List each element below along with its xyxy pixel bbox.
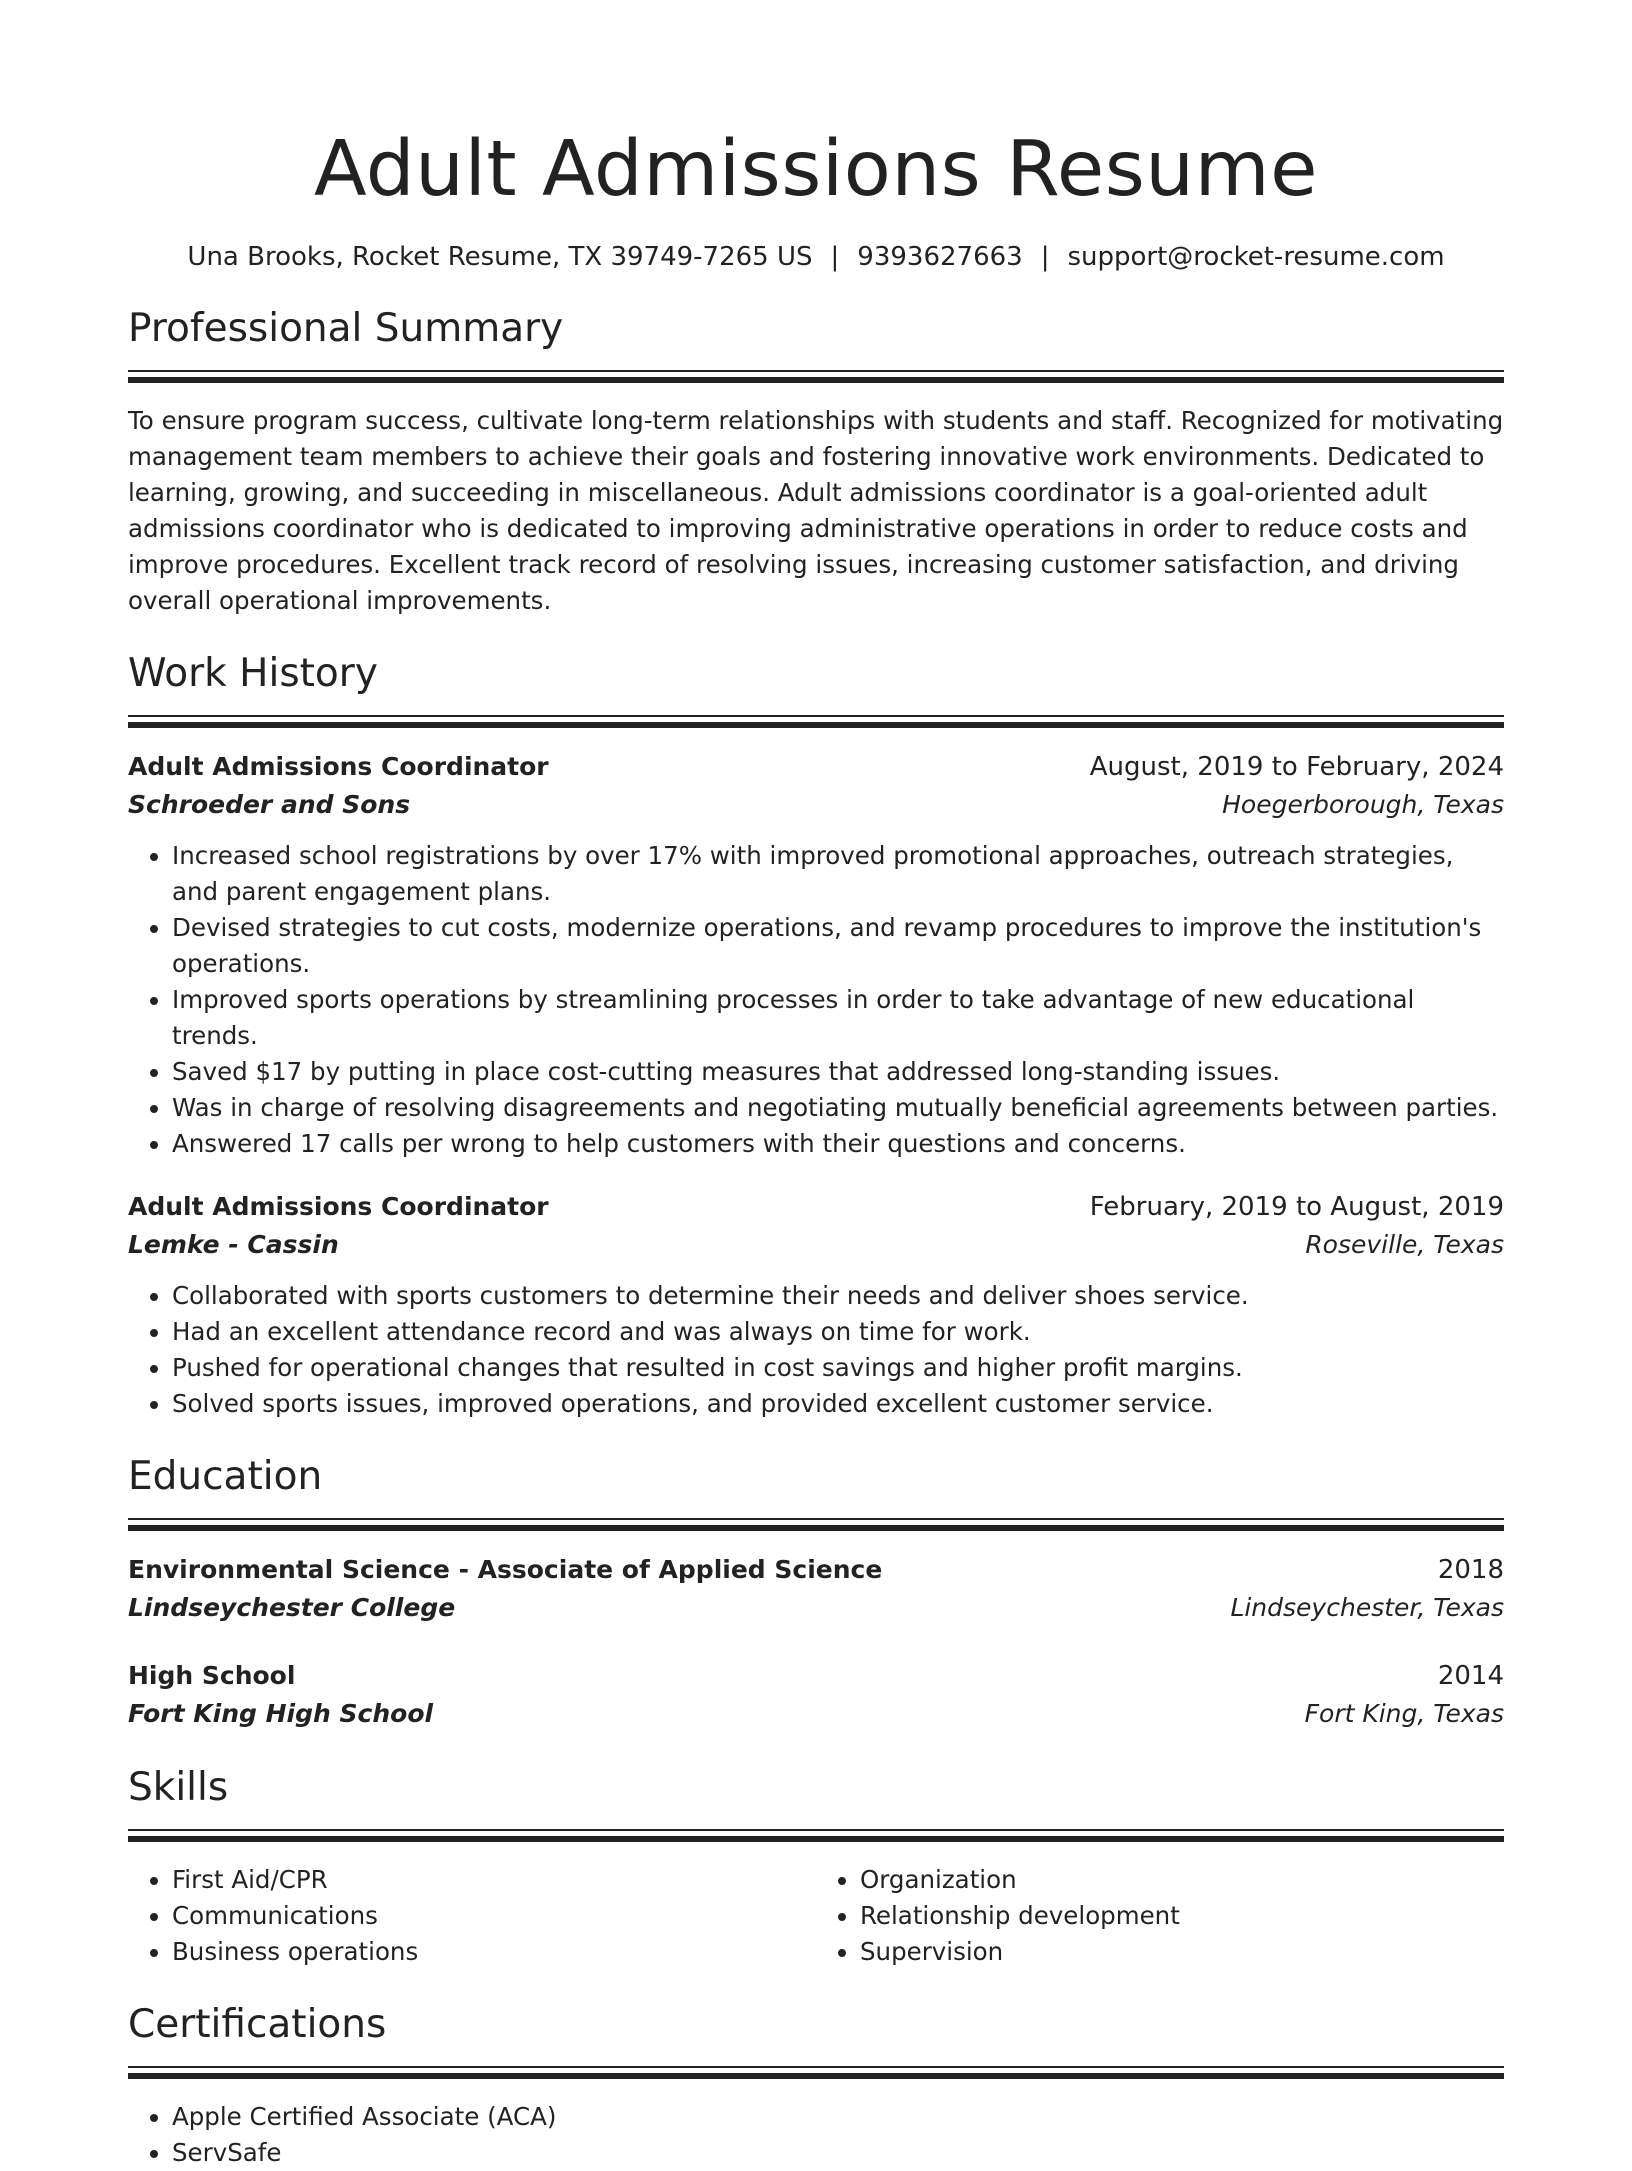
education-section bbox=[128, 1452, 1504, 1733]
job-bullet: • Answered 17 calls per wrong to help customers with their questions and concerns. bbox=[172, 1126, 1504, 1162]
skills-grid bbox=[128, 1862, 1504, 1970]
job-company: Lemke - Cassin bbox=[128, 1230, 339, 1259]
summary-text: To ensure program success, cultivate long-term relationships with students and staff. Recognized for motivating management team members to achieve their goals and fostering innovative work environments. Dedicated to learning, growing, and succeeding in miscellaneous. Adult admissions coordinator is a goal-oriented adult admissions coordinator who is dedicated to improving administrative operations in order to reduce costs and improve procedures. Excellent track record of resolving issues, increasing customer satisfaction, and driving overall operational improvements. bbox=[128, 406, 1504, 615]
section-divider bbox=[128, 1518, 1504, 1531]
job-bullet: • Was in charge of resolving disagreements and negotiating mutually beneficial agreements between parties. bbox=[172, 1090, 1504, 1126]
education-subheader bbox=[128, 1589, 1504, 1627]
job-header bbox=[128, 748, 1504, 786]
skills-list-left bbox=[128, 1862, 816, 1970]
contact-separator: | bbox=[1040, 242, 1050, 272]
job-dates: February, 2019 to August, 2019 bbox=[1089, 1192, 1504, 1222]
section-heading: Certifications bbox=[128, 2002, 387, 2047]
education-header bbox=[128, 1657, 1504, 1695]
job-header bbox=[128, 1188, 1504, 1226]
education-year: 2018 bbox=[1437, 1555, 1504, 1585]
certifications-section bbox=[128, 2000, 1504, 2171]
section-heading: Professional Summary bbox=[128, 306, 564, 351]
contact-separator: | bbox=[830, 242, 840, 272]
education-degree: High School bbox=[128, 1661, 296, 1690]
section-divider bbox=[128, 2066, 1504, 2079]
education-header bbox=[128, 1551, 1504, 1589]
job-bullet: • Increased school registrations by over 17% with improved promotional approaches, outreach strategies, and parent engagement plans. bbox=[172, 838, 1504, 910]
job-company: Schroeder and Sons bbox=[128, 790, 411, 819]
skills-list-right bbox=[816, 1862, 1504, 1970]
education-entry bbox=[128, 1551, 1504, 1627]
section-divider bbox=[128, 370, 1504, 383]
section-heading: Skills bbox=[128, 1765, 229, 1810]
section-divider bbox=[128, 715, 1504, 728]
education-subheader bbox=[128, 1695, 1504, 1733]
contact-phone: 9393627663 bbox=[857, 242, 1023, 272]
skill-item: • First Aid/CPR bbox=[172, 1862, 816, 1898]
certifications-list bbox=[128, 2099, 1504, 2171]
education-location: Lindseychester, Texas bbox=[1230, 1593, 1504, 1622]
education-location: Fort King, Texas bbox=[1304, 1699, 1504, 1728]
skill-item: • Organization bbox=[860, 1862, 1504, 1898]
skill-item: • Communications bbox=[172, 1898, 816, 1934]
skill-item: • Business operations bbox=[172, 1934, 816, 1970]
job-title: Adult Admissions Coordinator bbox=[128, 752, 549, 781]
contact-line bbox=[128, 240, 1504, 274]
skill-item: • Relationship development bbox=[860, 1898, 1504, 1934]
job-bullet: • Saved $17 by putting in place cost-cutting measures that addressed long-standing issues. bbox=[172, 1054, 1504, 1090]
skills-section bbox=[128, 1763, 1504, 1970]
job-bullets bbox=[128, 1278, 1504, 1422]
job-bullet: • Devised strategies to cut costs, modernize operations, and revamp procedures to improve the institution's operations. bbox=[172, 910, 1504, 982]
section-divider bbox=[128, 1829, 1504, 1842]
job-entry bbox=[128, 1188, 1504, 1422]
education-degree: Environmental Science - Associate of Applied Science bbox=[128, 1555, 883, 1584]
education-school: Fort King High School bbox=[128, 1699, 434, 1728]
job-entry bbox=[128, 748, 1504, 1162]
job-location: Roseville, Texas bbox=[1305, 1230, 1504, 1259]
job-subheader bbox=[128, 786, 1504, 824]
job-dates: August, 2019 to February, 2024 bbox=[1089, 752, 1504, 782]
certification-item: • ServSafe bbox=[172, 2135, 1504, 2171]
job-bullets bbox=[128, 838, 1504, 1162]
job-bullet: • Improved sports operations by streamlining processes in order to take advantage of new educational trends. bbox=[172, 982, 1504, 1054]
job-title: Adult Admissions Coordinator bbox=[128, 1192, 549, 1221]
job-bullet: • Had an excellent attendance record and was always on time for work. bbox=[172, 1314, 1504, 1350]
contact-email: support@rocket-resume.com bbox=[1067, 242, 1445, 272]
education-school: Lindseychester College bbox=[128, 1593, 456, 1622]
skill-item: • Supervision bbox=[860, 1934, 1504, 1970]
education-year: 2014 bbox=[1437, 1661, 1504, 1691]
education-entry bbox=[128, 1657, 1504, 1733]
section-heading: Education bbox=[128, 1454, 323, 1499]
job-subheader bbox=[128, 1226, 1504, 1264]
certification-item: • Apple Certified Associate (ACA) bbox=[172, 2099, 1504, 2135]
job-bullet: • Pushed for operational changes that resulted in cost savings and higher profit margins. bbox=[172, 1350, 1504, 1386]
contact-address: Una Brooks, Rocket Resume, TX 39749-7265 US bbox=[187, 242, 813, 272]
work-history-section bbox=[128, 649, 1504, 1422]
resume-title: Adult Admissions Resume bbox=[313, 125, 1318, 214]
section-heading: Work History bbox=[128, 651, 378, 696]
job-bullet: • Collaborated with sports customers to determine their needs and deliver shoes service. bbox=[172, 1278, 1504, 1314]
job-location: Hoegerborough, Texas bbox=[1222, 790, 1504, 819]
summary-section bbox=[128, 304, 1504, 619]
job-bullet: • Solved sports issues, improved operations, and provided excellent customer service. bbox=[172, 1386, 1504, 1422]
